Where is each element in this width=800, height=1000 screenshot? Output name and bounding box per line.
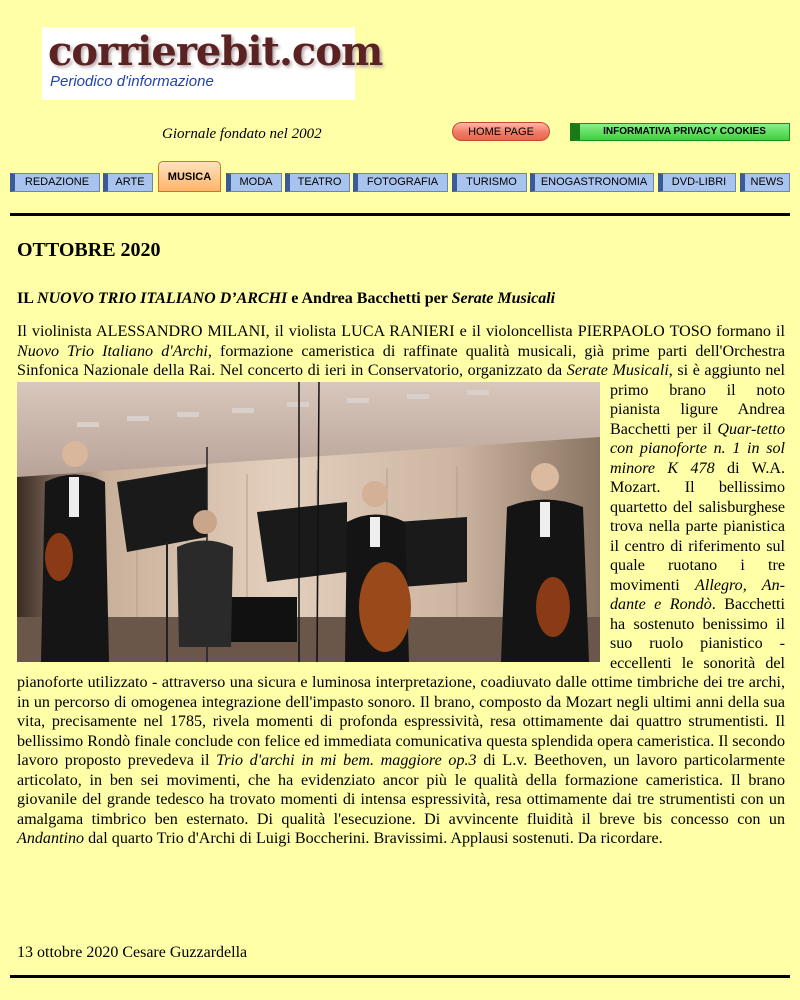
body-text: Il violinista ALESSANDRO MILANI, il violista LUCA RANIERI e il violoncellista PIERPAOLO TOSO formano il bbox=[17, 323, 785, 340]
nav-item-turismo[interactable]: TURISMO bbox=[452, 173, 527, 192]
concert-photo-image bbox=[17, 382, 600, 662]
article-headline bbox=[17, 290, 555, 308]
nav-item-arte[interactable]: ARTE bbox=[103, 173, 153, 192]
body-text: di L.v. Beethoven, un lavoro particolarmente articolato, in ben sei movimenti, che ha evidenziato ancor più le qualità della formazione cameristica. Il brano giovanile del grande tedesco ha trovato momenti di intensa espressività, resa ottimamente dai tre strumentisti con un amalgama timbrico ben esternato. Di qualità l'esecuzione. Di avvincente fluidità il breve bis concesso con un bbox=[17, 752, 785, 828]
nav-item-fotografia[interactable]: FOTOGRAFIA bbox=[353, 173, 448, 192]
body-italic: Allegro, An-dante e Rondò bbox=[610, 576, 785, 613]
month-heading: OTTOBRE 2020 bbox=[17, 239, 161, 261]
nav-item-moda[interactable]: MODA bbox=[226, 173, 282, 192]
nav-item-redazione[interactable]: REDAZIONE bbox=[10, 173, 100, 192]
privacy-cookies-button[interactable]: INFORMATIVA PRIVACY COOKIES bbox=[570, 123, 790, 141]
nav-item-news[interactable]: NEWS bbox=[740, 173, 790, 192]
body-text: , si è aggiunto nel primo brano il noto pianista ligure Andrea Bacchetti per il bbox=[610, 362, 785, 438]
founded-note: Giornale fondato nel 2002 bbox=[162, 126, 322, 142]
nav-item-enogastronomia[interactable]: ENOGASTRONOMIA bbox=[530, 173, 654, 192]
body-text: , formazione cameristica di raffinate qualità musicali, già prime parti dell'Orchestra Sinfonica Nazionale della Rai. Nel concerto di ieri in Conservatorio, organizzato da bbox=[17, 342, 785, 379]
body-text: . Bacchetti ha sostenuto benissimo il suo ruolo pianistico - eccellenti le sonorità del pianoforte utilizzato - attraverso una sicura e luminosa interpretazione, coadiuvato dalle ottime timbriche dei tre archi, in un percorso di omogenea integrazione dell'impasto sonoro. Il brano, composto da Mozart negli ultimi anni della sua vita, precisamente nel 1785, rivela momenti di profonda espressività, resa ottimamente dai quattro strumentisti. Il bellissimo Rondò finale conclude con felice ed immediata comunicativa questa splendida opera cameristica. Il secondo lavoro proposto prevedeva il bbox=[17, 596, 785, 769]
headline-part: IL bbox=[17, 290, 38, 307]
body-italic: Quar-tetto con pianoforte n. 1 in sol minore K 478 bbox=[610, 420, 785, 477]
bottom-divider bbox=[10, 975, 790, 978]
nav-item-dvd-libri[interactable]: DVD-LIBRI bbox=[658, 173, 736, 192]
article-signature: 13 ottobre 2020 Cesare Guzzardella bbox=[17, 944, 248, 961]
headline-organizer: Serate Musicali bbox=[451, 290, 556, 307]
body-italic: Andantino bbox=[17, 830, 85, 847]
home-page-button[interactable]: HOME PAGE bbox=[452, 122, 550, 141]
nav-item-teatro[interactable]: TEATRO bbox=[285, 173, 350, 192]
body-italic: Trio d'archi in mi bem. maggiore op.3 bbox=[216, 752, 477, 769]
body-italic: Nuovo Trio Italiano d'Archi bbox=[17, 342, 208, 360]
nav-item-musica[interactable]: MUSICA bbox=[158, 161, 221, 192]
top-divider bbox=[10, 213, 790, 216]
article-body bbox=[17, 322, 785, 849]
headline-part: e Andrea Bacchetti per bbox=[287, 290, 452, 307]
body-text: dal quarto Trio d'Archi di Luigi Boccherini. Bravissimi. Applausi sostenuti. Da ricordare. bbox=[84, 830, 663, 847]
body-text: di W.A. Mozart. Il bellissimo quartetto del salisburghese trova nella parte pianistica il centro di riferimento sul quale ruotano i tre movimenti bbox=[610, 459, 786, 594]
logo-subtitle: Periodico d'informazione bbox=[50, 73, 214, 90]
logo-title: corrierebit.com bbox=[48, 28, 383, 75]
site-logo[interactable] bbox=[42, 27, 383, 100]
headline-ensemble: NUOVO TRIO ITALIANO D’ARCHI bbox=[37, 290, 288, 307]
body-italic: Serate Musicali bbox=[566, 362, 669, 379]
concert-photo bbox=[17, 382, 600, 662]
